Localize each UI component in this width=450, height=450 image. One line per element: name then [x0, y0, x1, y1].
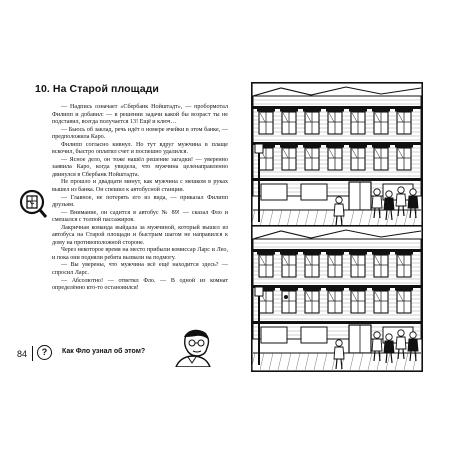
paragraph: — Внимание, он садится в автобус № 89! — сказал Фло и смешался с толпой пассажиров.	[52, 209, 228, 224]
paragraph: — Абсолютно! — ответил Фло. — В одной из комнат определённо кто-то остановился!	[52, 277, 228, 292]
paragraph: — Бьюсь об заклад, речь идёт о номере ячейки в этом банке, — предположила Каро.	[52, 126, 228, 141]
paragraph: Через некоторое время на место прибыли комиссар Ларс и Лео, и пока они подняли ребята вызвали на подмогу.	[52, 247, 228, 261]
paragraph: Филипп согласно кивнул. Но тут вдруг мужчина в плаще вскочил, быстро оплатил счет и поспешно удалился.	[52, 141, 228, 156]
paragraph: Не прошло и двадцати минут, как мужчина с мешком в руках вышел из банка. Он спешил к автобусной станции.	[52, 179, 228, 194]
magnifier-clue-icon	[18, 189, 48, 219]
street-scene-top	[251, 82, 423, 229]
paragraph: — Вы уверены, что мужчина всё ещё находится здесь? — спросил Ларс.	[52, 262, 228, 277]
page-number: 84	[17, 349, 28, 359]
paragraph: Лакричная команда выйдала за мужчиной, который вышел из автобуса на Старой площади и быстрым шагом не направился к дому на противоположной стороне.	[52, 224, 228, 246]
paragraph: — Ясное дело, он тоже нашёл решение загадки! — уверенно заявила Каро, когда увидела, что мужчина целенаправленно двинулся в Сбербанк Нойштадта.	[52, 156, 228, 178]
paragraph: — Главное, не потерять его из вида, — приказал Филипп друзьям.	[52, 194, 228, 209]
street-scene-bottom	[251, 225, 423, 372]
question-mark-icon: ?	[37, 345, 52, 360]
paragraph: — Надпись означает «Сбербанк Нойштадт», — пробормотал Филипп и добавил: — в решении задачи какой бы возраст ты не подставил, всегда получается 13! Ещё и ключ…	[52, 104, 228, 126]
detective-portrait-icon	[164, 327, 214, 367]
footer-divider	[32, 346, 33, 361]
riddle-question: Как Фло узнал об этом?	[62, 348, 146, 355]
chapter-title: 10. На Старой площади	[35, 83, 159, 95]
story-text-column	[52, 104, 228, 293]
